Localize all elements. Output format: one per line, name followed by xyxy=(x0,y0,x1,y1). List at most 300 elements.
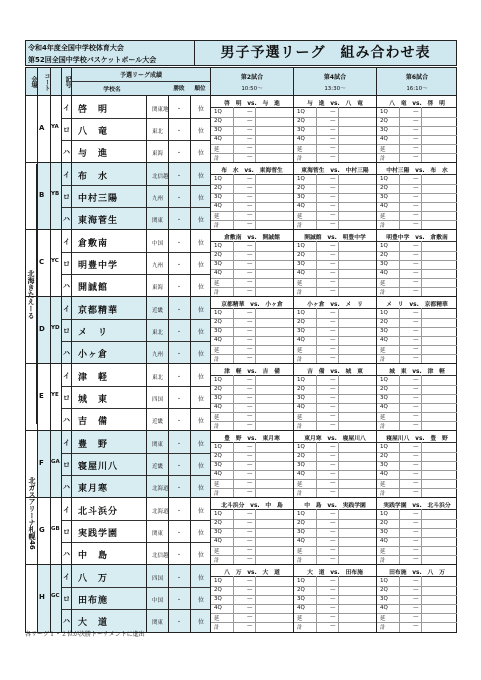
period-label: 計 xyxy=(380,491,386,497)
col-match2: 第2試合 xyxy=(240,74,264,81)
score-separator: — xyxy=(413,319,419,325)
score-separator: — xyxy=(413,212,419,218)
score-separator: — xyxy=(413,377,419,383)
score-separator: — xyxy=(330,319,336,325)
period-label: 3Q xyxy=(297,596,305,602)
score-separator: — xyxy=(330,185,336,191)
match-pairing: 明豊中学 vs. 倉敷南 xyxy=(386,235,448,241)
score-separator: — xyxy=(413,154,419,160)
col-winloss: 勝敗 xyxy=(173,86,185,92)
period-label: 延 xyxy=(297,549,303,555)
score-separator: — xyxy=(330,194,336,200)
team-name: 与 進 xyxy=(78,149,109,159)
team-mark: ロ xyxy=(63,126,70,134)
team-name: 京都精華 xyxy=(78,306,119,316)
table-header xyxy=(26,68,456,96)
team-name: 中 島 xyxy=(78,551,109,561)
winloss-cell: ・ xyxy=(176,262,183,269)
period-label: 計 xyxy=(297,625,303,631)
score-separator: — xyxy=(330,556,336,562)
team-region: 九州 xyxy=(152,263,164,269)
team-mark: ハ xyxy=(63,148,70,156)
period-label: 3Q xyxy=(214,462,222,468)
score-separator: — xyxy=(247,386,253,392)
score-separator: — xyxy=(247,511,253,517)
score-separator: — xyxy=(413,270,419,276)
score-separator: — xyxy=(330,614,336,620)
winloss-cell: ・ xyxy=(176,418,183,425)
score-separator: — xyxy=(413,395,419,401)
team-region: 中国 xyxy=(152,598,164,604)
period-label: 4Q xyxy=(380,538,388,544)
score-separator: — xyxy=(330,386,336,392)
period-label: 2Q xyxy=(214,118,222,124)
score-separator: — xyxy=(330,118,336,124)
score-separator: — xyxy=(413,462,419,468)
match-pairing: 啓 明 vs. 与 進 xyxy=(224,101,280,107)
score-separator: — xyxy=(330,413,336,419)
period-label: 2Q xyxy=(214,587,222,593)
period-label: 延 xyxy=(297,482,303,488)
winloss-cell: ・ xyxy=(176,351,183,358)
score-separator: — xyxy=(330,422,336,428)
period-label: 1Q xyxy=(214,511,222,517)
match-pairing: 八 万 vs. 大 道 xyxy=(224,570,280,576)
period-label: 延 xyxy=(214,616,220,622)
period-label: 計 xyxy=(380,558,386,564)
team-name: 小ヶ倉 xyxy=(78,350,109,360)
period-label: 2Q xyxy=(214,252,222,258)
score-separator: — xyxy=(330,355,336,361)
score-separator: — xyxy=(330,337,336,343)
period-label: 4Q xyxy=(380,605,388,611)
period-label: 3Q xyxy=(297,462,305,468)
score-separator: — xyxy=(413,422,419,428)
col-court: コート xyxy=(43,73,50,91)
score-separator: — xyxy=(413,279,419,285)
rank-cell: 位 xyxy=(198,374,205,381)
team-mark: ロ xyxy=(63,394,70,402)
score-separator: — xyxy=(247,154,253,160)
group-letter: D xyxy=(39,325,45,333)
match-pairing: 開誠館 vs. 明豊中学 xyxy=(304,235,366,241)
score-separator: — xyxy=(330,471,336,477)
period-label: 計 xyxy=(380,290,386,296)
score-separator: — xyxy=(330,328,336,334)
col-time2: 10:50〜 xyxy=(241,86,263,92)
team-region: 東北 xyxy=(152,129,164,135)
score-separator: — xyxy=(413,547,419,553)
period-label: 1Q xyxy=(380,377,388,383)
team-region: 北海道 xyxy=(152,509,169,515)
period-label: 4Q xyxy=(214,404,222,410)
court-code: GB xyxy=(51,526,60,532)
team-mark: イ xyxy=(63,506,70,514)
score-separator: — xyxy=(413,614,419,620)
score-separator: — xyxy=(247,261,253,267)
period-label: 4Q xyxy=(297,404,305,410)
score-separator: — xyxy=(247,270,253,276)
period-label: 延 xyxy=(297,348,303,354)
score-separator: — xyxy=(413,118,419,124)
period-label: 1Q xyxy=(214,243,222,249)
period-label: 計 xyxy=(214,491,220,497)
team-mark: ハ xyxy=(63,550,70,558)
score-separator: — xyxy=(330,520,336,526)
score-separator: — xyxy=(413,453,419,459)
team-region: 近畿 xyxy=(152,419,164,425)
score-separator: — xyxy=(413,538,419,544)
match-pairing: 京都精華 vs. 小ヶ倉 xyxy=(221,302,283,308)
period-label: 2Q xyxy=(214,520,222,526)
period-label: 2Q xyxy=(297,185,305,191)
score-separator: — xyxy=(413,596,419,602)
period-label: 4Q xyxy=(214,538,222,544)
score-separator: — xyxy=(330,145,336,151)
period-label: 1Q xyxy=(214,109,222,115)
score-separator: — xyxy=(247,127,253,133)
league-group xyxy=(26,230,456,297)
match-pairing: 与 進 vs. 八 竜 xyxy=(307,101,363,107)
col-results: 予選リーグ成績 xyxy=(119,72,162,79)
rank-cell: 位 xyxy=(198,552,205,559)
score-separator: — xyxy=(247,489,253,495)
period-label: 1Q xyxy=(380,176,388,182)
league-group xyxy=(26,297,456,364)
score-separator: — xyxy=(413,337,419,343)
period-label: 計 xyxy=(214,424,220,430)
rank-cell: 位 xyxy=(198,262,205,269)
period-label: 4Q xyxy=(380,337,388,343)
court-code: YE xyxy=(51,392,59,398)
score-separator: — xyxy=(330,261,336,267)
match-pairing: 大 道 vs. 田布施 xyxy=(307,570,363,576)
period-label: 4Q xyxy=(297,270,305,276)
page-title: 男子予選リーグ 組み合わせ表 xyxy=(194,41,456,65)
period-label: 2Q xyxy=(214,185,222,191)
score-separator: — xyxy=(413,386,419,392)
team-region: 関東 xyxy=(152,442,164,448)
period-label: 計 xyxy=(380,625,386,631)
title-header xyxy=(25,40,457,66)
score-separator: — xyxy=(247,520,253,526)
match-pairing: 八 竜 vs. 啓 明 xyxy=(389,101,445,107)
rank-cell: 位 xyxy=(198,396,205,403)
score-separator: — xyxy=(330,538,336,544)
rank-cell: 位 xyxy=(198,307,205,314)
period-label: 計 xyxy=(214,558,220,564)
period-label: 3Q xyxy=(214,529,222,535)
period-label: 2Q xyxy=(214,319,222,325)
court-code: YA xyxy=(51,124,59,130)
score-separator: — xyxy=(330,444,336,450)
col-match4: 第4試合 xyxy=(323,74,347,81)
bracket-table xyxy=(25,67,457,633)
score-separator: — xyxy=(413,252,419,258)
match-pairing: 北斗浜分 vs. 中 島 xyxy=(221,503,283,509)
period-label: 4Q xyxy=(380,203,388,209)
period-label: 計 xyxy=(380,223,386,229)
score-separator: — xyxy=(247,422,253,428)
period-label: 延 xyxy=(380,214,386,220)
score-separator: — xyxy=(247,462,253,468)
group-letter: C xyxy=(39,258,45,266)
winloss-cell: ・ xyxy=(176,530,183,537)
team-mark: ロ xyxy=(63,327,70,335)
rank-cell: 位 xyxy=(198,508,205,515)
event-line-1: 令和4年度全国中学校体育大会 xyxy=(28,44,124,52)
period-label: 3Q xyxy=(297,127,305,133)
winloss-cell: ・ xyxy=(176,307,183,314)
period-label: 1Q xyxy=(297,310,305,316)
period-label: 3Q xyxy=(380,395,388,401)
score-separator: — xyxy=(247,453,253,459)
period-label: 4Q xyxy=(214,605,222,611)
score-separator: — xyxy=(413,587,419,593)
period-label: 1Q xyxy=(380,444,388,450)
score-separator: — xyxy=(247,395,253,401)
rank-cell: 位 xyxy=(198,150,205,157)
period-label: 3Q xyxy=(214,395,222,401)
score-separator: — xyxy=(413,511,419,517)
team-region: 四国 xyxy=(152,397,164,403)
winloss-cell: ・ xyxy=(176,575,183,582)
period-label: 1Q xyxy=(297,176,305,182)
score-separator: — xyxy=(247,614,253,620)
group-letter: B xyxy=(39,191,45,199)
team-mark: ハ xyxy=(63,215,70,223)
period-label: 1Q xyxy=(380,243,388,249)
col-match6: 第6試合 xyxy=(405,74,429,81)
score-separator: — xyxy=(413,444,419,450)
match-pairing: 東海菅生 vs. 中村三陽 xyxy=(301,168,369,174)
period-label: 延 xyxy=(380,616,386,622)
period-label: 計 xyxy=(297,223,303,229)
team-region: 関東 xyxy=(152,218,164,224)
score-separator: — xyxy=(330,404,336,410)
period-label: 延 xyxy=(297,616,303,622)
col-time4: 13:30〜 xyxy=(324,86,346,92)
team-mark: ハ xyxy=(63,617,70,625)
period-label: 4Q xyxy=(214,203,222,209)
period-label: 1Q xyxy=(214,310,222,316)
col-school: 学校名 xyxy=(103,87,121,93)
score-separator: — xyxy=(247,176,253,182)
score-separator: — xyxy=(330,346,336,352)
score-separator: — xyxy=(247,288,253,294)
team-mark: イ xyxy=(63,171,70,179)
team-name: 城 東 xyxy=(78,395,109,405)
score-separator: — xyxy=(247,221,253,227)
score-separator: — xyxy=(247,212,253,218)
period-label: 延 xyxy=(214,281,220,287)
event-line-2: 第52回全国中学校バスケットボール大会 xyxy=(28,56,157,64)
team-name: 豊 野 xyxy=(78,440,109,450)
period-label: 3Q xyxy=(214,328,222,334)
score-separator: — xyxy=(330,511,336,517)
period-label: 1Q xyxy=(380,310,388,316)
period-label: 1Q xyxy=(380,511,388,517)
score-separator: — xyxy=(247,605,253,611)
team-name: 八 竜 xyxy=(78,127,109,137)
period-label: 2Q xyxy=(297,520,305,526)
venue-label-2: 北ガスアリーナ札幌46 xyxy=(28,476,36,550)
col-mark: 記号 xyxy=(64,76,71,88)
rank-cell: 位 xyxy=(198,284,205,291)
period-label: 延 xyxy=(214,147,220,153)
team-region: 四国 xyxy=(152,576,164,582)
score-separator: — xyxy=(247,145,253,151)
team-name: 吉 備 xyxy=(78,417,109,427)
period-label: 1Q xyxy=(380,578,388,584)
winloss-cell: ・ xyxy=(176,508,183,515)
period-label: 4Q xyxy=(214,471,222,477)
team-name: 東月寒 xyxy=(78,484,109,494)
period-label: 計 xyxy=(297,290,303,296)
match-pairing: 城 東 vs. 津 軽 xyxy=(389,369,445,375)
period-label: 1Q xyxy=(297,243,305,249)
period-label: 2Q xyxy=(297,386,305,392)
period-label: 計 xyxy=(297,558,303,564)
score-separator: — xyxy=(247,185,253,191)
score-separator: — xyxy=(247,471,253,477)
court-code: YC xyxy=(51,258,59,264)
court-code: GA xyxy=(51,459,60,465)
match-pairing: 吉 備 vs. 城 東 xyxy=(307,369,363,375)
match-pairing: 津 軽 vs. 吉 備 xyxy=(224,369,280,375)
league-groups xyxy=(26,96,456,632)
team-mark: イ xyxy=(63,573,70,581)
winloss-cell: ・ xyxy=(176,284,183,291)
period-label: 延 xyxy=(380,348,386,354)
period-label: 3Q xyxy=(214,194,222,200)
period-label: 3Q xyxy=(297,328,305,334)
score-separator: — xyxy=(413,489,419,495)
winloss-cell: ・ xyxy=(176,463,183,470)
team-mark: ロ xyxy=(63,260,70,268)
score-separator: — xyxy=(413,127,419,133)
rank-cell: 位 xyxy=(198,597,205,604)
team-mark: ロ xyxy=(63,193,70,201)
period-label: 1Q xyxy=(380,109,388,115)
score-separator: — xyxy=(247,252,253,258)
period-label: 1Q xyxy=(214,176,222,182)
team-name: 八 万 xyxy=(78,574,109,584)
match-pairing: 田布施 vs. 八 万 xyxy=(389,570,445,576)
team-name: 津 軽 xyxy=(78,373,109,383)
period-label: 計 xyxy=(380,156,386,162)
team-mark: ハ xyxy=(63,416,70,424)
court-code: YB xyxy=(51,191,60,197)
score-separator: — xyxy=(247,355,253,361)
period-label: 1Q xyxy=(297,511,305,517)
score-separator: — xyxy=(330,203,336,209)
period-label: 4Q xyxy=(297,605,305,611)
score-separator: — xyxy=(247,587,253,593)
score-separator: — xyxy=(413,194,419,200)
score-separator: — xyxy=(330,596,336,602)
score-separator: — xyxy=(247,596,253,602)
period-label: 計 xyxy=(214,357,220,363)
winloss-cell: ・ xyxy=(176,195,183,202)
league-group xyxy=(26,364,456,431)
score-separator: — xyxy=(247,578,253,584)
team-name: 布 水 xyxy=(78,172,109,182)
team-region: 近畿 xyxy=(152,464,164,470)
period-label: 2Q xyxy=(297,319,305,325)
period-label: 4Q xyxy=(297,337,305,343)
team-region: 関東地 xyxy=(152,107,169,113)
score-separator: — xyxy=(330,489,336,495)
winloss-cell: ・ xyxy=(176,173,183,180)
period-label: 延 xyxy=(380,147,386,153)
score-separator: — xyxy=(413,221,419,227)
score-separator: — xyxy=(247,194,253,200)
score-separator: — xyxy=(247,328,253,334)
team-region: 東海 xyxy=(152,151,164,157)
event-name xyxy=(28,42,156,66)
team-mark: イ xyxy=(63,439,70,447)
period-label: 2Q xyxy=(297,118,305,124)
group-letter: E xyxy=(39,392,44,400)
period-label: 延 xyxy=(214,348,220,354)
score-separator: — xyxy=(330,136,336,142)
score-separator: — xyxy=(413,480,419,486)
league-group xyxy=(26,498,456,565)
period-label: 3Q xyxy=(380,261,388,267)
score-separator: — xyxy=(330,252,336,258)
period-label: 計 xyxy=(214,290,220,296)
period-label: 延 xyxy=(214,415,220,421)
period-label: 4Q xyxy=(214,337,222,343)
group-letter: F xyxy=(39,459,44,467)
period-label: 延 xyxy=(380,482,386,488)
period-label: 2Q xyxy=(380,587,388,593)
score-separator: — xyxy=(413,404,419,410)
score-separator: — xyxy=(247,279,253,285)
period-label: 4Q xyxy=(214,136,222,142)
match-pairing: 中 島 vs. 実践学園 xyxy=(304,503,366,509)
period-label: 延 xyxy=(297,147,303,153)
score-separator: — xyxy=(247,203,253,209)
score-separator: — xyxy=(330,288,336,294)
rank-cell: 位 xyxy=(198,418,205,425)
period-label: 4Q xyxy=(380,471,388,477)
period-label: 計 xyxy=(380,357,386,363)
winloss-cell: ・ xyxy=(176,485,183,492)
period-label: 3Q xyxy=(214,127,222,133)
score-separator: — xyxy=(330,462,336,468)
period-label: 2Q xyxy=(380,319,388,325)
score-separator: — xyxy=(247,310,253,316)
score-separator: — xyxy=(247,243,253,249)
score-separator: — xyxy=(330,109,336,115)
team-name: 中村三陽 xyxy=(78,194,119,204)
winloss-cell: ・ xyxy=(176,374,183,381)
score-separator: — xyxy=(247,556,253,562)
rank-cell: 位 xyxy=(198,530,205,537)
score-separator: — xyxy=(413,346,419,352)
team-region: 北信越 xyxy=(152,553,169,559)
match-pairing: 実践学園 vs. 北斗浜分 xyxy=(383,503,451,509)
score-separator: — xyxy=(413,145,419,151)
team-region: 関東 xyxy=(152,620,164,626)
score-separator: — xyxy=(247,529,253,535)
winloss-cell: ・ xyxy=(176,597,183,604)
score-separator: — xyxy=(330,605,336,611)
venue-label-1: 北海きたえーる xyxy=(26,164,37,424)
score-separator: — xyxy=(247,377,253,383)
